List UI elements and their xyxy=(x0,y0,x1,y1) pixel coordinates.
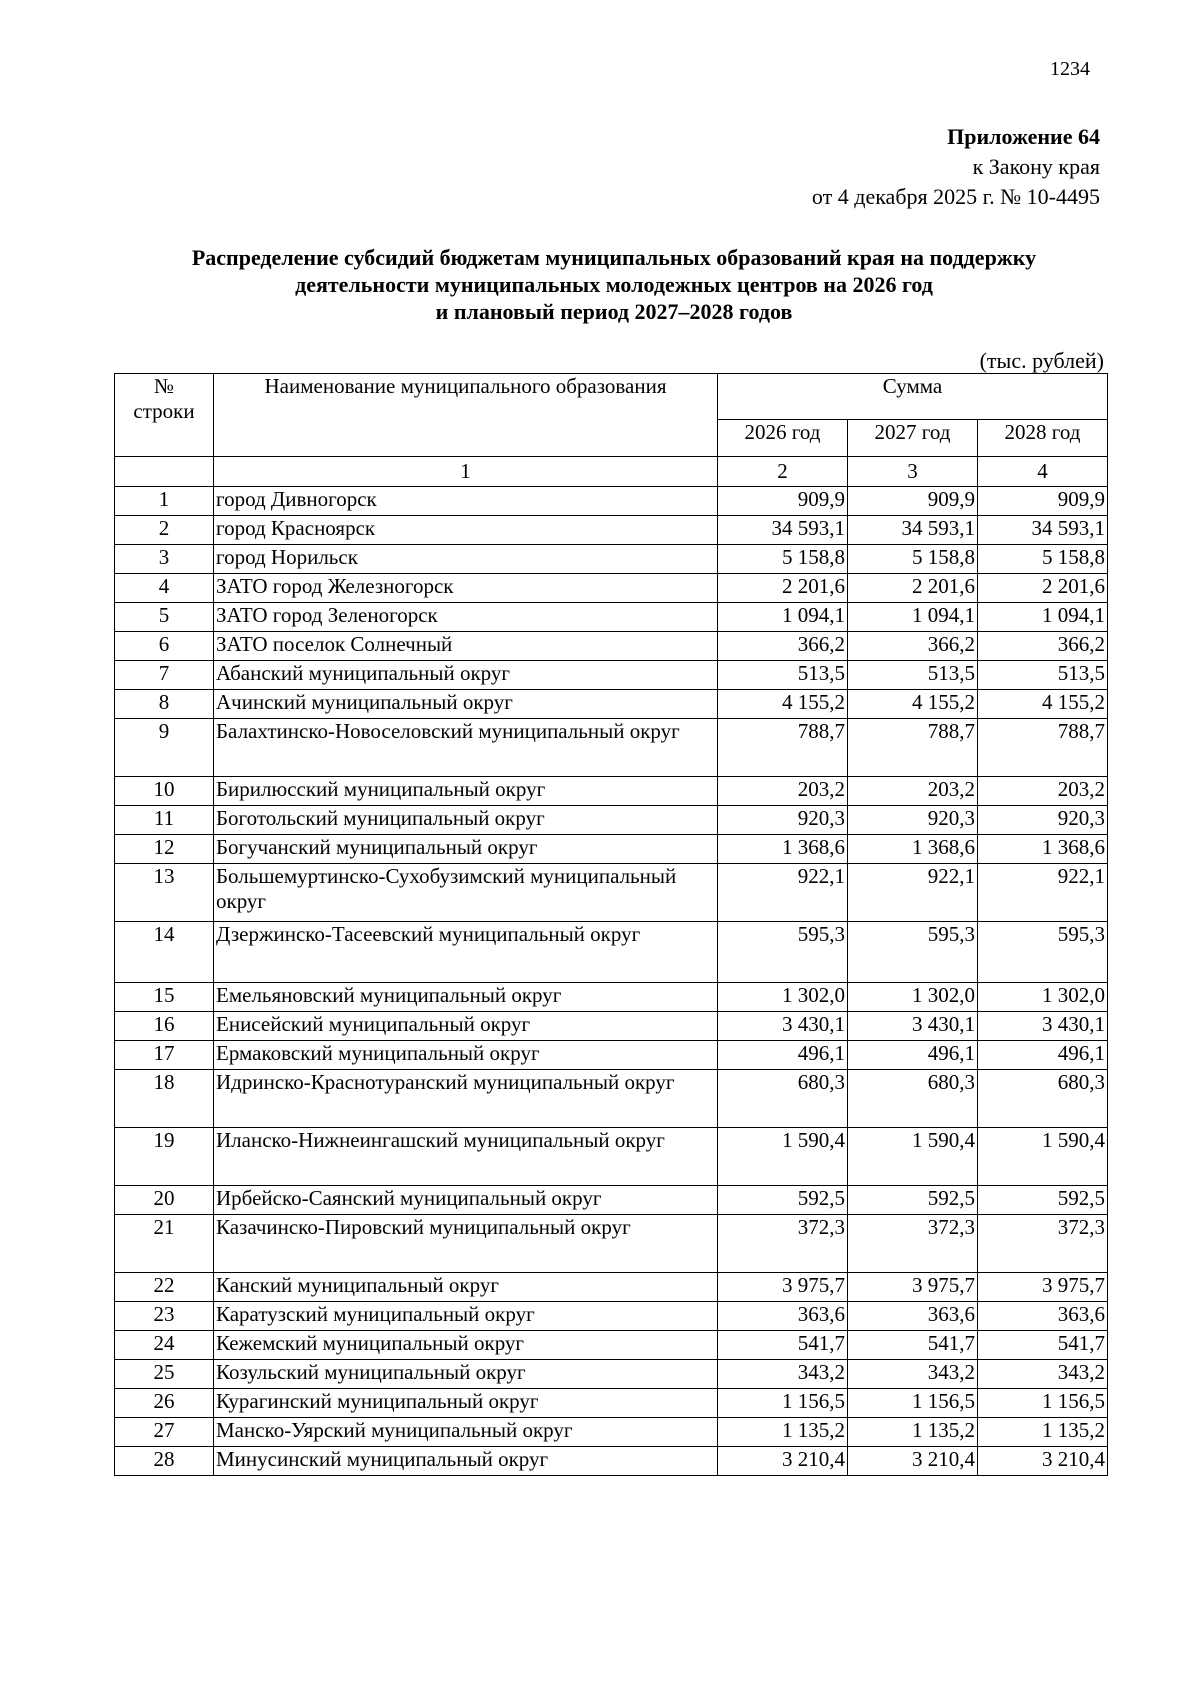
amount-2028: 1 156,5 xyxy=(978,1389,1108,1418)
amount-2028: 922,1 xyxy=(978,864,1108,922)
appendix-date-line: от 4 декабря 2025 г. № 10-4495 xyxy=(811,184,1100,209)
header-number-sign: № xyxy=(153,374,175,398)
amount-2026: 513,5 xyxy=(718,661,848,690)
amount-2028: 372,3 xyxy=(978,1215,1108,1273)
amount-2026: 366,2 xyxy=(718,632,848,661)
row-number: 17 xyxy=(115,1041,214,1070)
amount-2027: 541,7 xyxy=(848,1331,978,1360)
table-row xyxy=(115,1389,1108,1418)
amount-2027: 909,9 xyxy=(848,487,978,516)
table-row xyxy=(115,777,1108,806)
table-row xyxy=(115,603,1108,632)
amount-2028: 363,6 xyxy=(978,1302,1108,1331)
amount-2026: 3 975,7 xyxy=(718,1273,848,1302)
amount-2028: 1 094,1 xyxy=(978,603,1108,632)
amount-2028: 513,5 xyxy=(978,661,1108,690)
amount-2026: 496,1 xyxy=(718,1041,848,1070)
amount-2026: 203,2 xyxy=(718,777,848,806)
row-number: 1 xyxy=(115,487,214,516)
row-number: 10 xyxy=(115,777,214,806)
amount-2028: 1 590,4 xyxy=(978,1128,1108,1186)
municipality-name: Балахтинско-Новоселовский муниципальный округ xyxy=(214,719,718,777)
municipality-name: Емельяновский муниципальный округ xyxy=(214,983,718,1012)
column-index: 2 xyxy=(718,457,848,487)
amount-2027: 3 975,7 xyxy=(848,1273,978,1302)
header-year-2027: 2027 год xyxy=(848,420,978,457)
table-row xyxy=(115,1302,1108,1331)
row-number: 25 xyxy=(115,1360,214,1389)
column-index xyxy=(115,457,214,487)
amount-2026: 3 210,4 xyxy=(718,1447,848,1476)
amount-2027: 788,7 xyxy=(848,719,978,777)
amount-2028: 3 975,7 xyxy=(978,1273,1108,1302)
row-number: 19 xyxy=(115,1128,214,1186)
column-index-row xyxy=(115,457,1108,487)
table-row xyxy=(115,632,1108,661)
row-number: 9 xyxy=(115,719,214,777)
municipality-name: Казачинско-Пировский муниципальный округ xyxy=(214,1215,718,1273)
amount-2028: 788,7 xyxy=(978,719,1108,777)
row-number: 6 xyxy=(115,632,214,661)
table-row xyxy=(115,719,1108,777)
amount-2026: 2 201,6 xyxy=(718,574,848,603)
amount-2026: 3 430,1 xyxy=(718,1012,848,1041)
row-number: 4 xyxy=(115,574,214,603)
table-row xyxy=(115,1128,1108,1186)
amount-2027: 513,5 xyxy=(848,661,978,690)
amount-2028: 1 302,0 xyxy=(978,983,1108,1012)
amount-2026: 680,3 xyxy=(718,1070,848,1128)
table-row xyxy=(115,487,1108,516)
table-row xyxy=(115,1215,1108,1273)
amount-2028: 34 593,1 xyxy=(978,516,1108,545)
row-number: 13 xyxy=(115,864,214,922)
amount-2026: 372,3 xyxy=(718,1215,848,1273)
header-row-number xyxy=(115,374,214,457)
row-number: 22 xyxy=(115,1273,214,1302)
row-number: 23 xyxy=(115,1302,214,1331)
amount-2027: 372,3 xyxy=(848,1215,978,1273)
document-title-line: Распределение субсидий бюджетам муниципальных образований края на поддержку xyxy=(191,245,1037,270)
table-row xyxy=(115,1273,1108,1302)
column-index: 3 xyxy=(848,457,978,487)
municipality-name: Ачинский муниципальный округ xyxy=(214,690,718,719)
amount-2026: 1 302,0 xyxy=(718,983,848,1012)
amount-2027: 922,1 xyxy=(848,864,978,922)
municipality-name: Курагинский муниципальный округ xyxy=(214,1389,718,1418)
amount-2027: 1 156,5 xyxy=(848,1389,978,1418)
header-year-2028: 2028 год xyxy=(978,420,1108,457)
amount-2027: 592,5 xyxy=(848,1186,978,1215)
amount-2026: 5 158,8 xyxy=(718,545,848,574)
table-row xyxy=(115,806,1108,835)
row-number: 24 xyxy=(115,1331,214,1360)
amount-2027: 920,3 xyxy=(848,806,978,835)
subsidy-table xyxy=(114,373,1108,1476)
appendix-title: Приложение 64 xyxy=(947,124,1100,149)
row-number: 15 xyxy=(115,983,214,1012)
table-row xyxy=(115,864,1108,922)
municipality-name: Манско-Уярский муниципальный округ xyxy=(214,1418,718,1447)
amount-2026: 1 590,4 xyxy=(718,1128,848,1186)
row-number: 5 xyxy=(115,603,214,632)
municipality-name: Идринско-Краснотуранский муниципальный округ xyxy=(214,1070,718,1128)
table-row xyxy=(115,1360,1108,1389)
municipality-name: Дзержинско-Тасеевский муниципальный округ xyxy=(214,922,718,983)
amount-2027: 3 430,1 xyxy=(848,1012,978,1041)
municipality-name: Богучанский муниципальный округ xyxy=(214,835,718,864)
municipality-name: Боготольский муниципальный округ xyxy=(214,806,718,835)
row-number: 18 xyxy=(115,1070,214,1128)
municipality-name: город Дивногорск xyxy=(214,487,718,516)
municipality-name: Ирбейско-Саянский муниципальный округ xyxy=(214,1186,718,1215)
document-title-line: деятельности муниципальных молодежных центров на 2026 год xyxy=(295,272,933,297)
municipality-name: ЗАТО город Зеленогорск xyxy=(214,603,718,632)
amount-2028: 541,7 xyxy=(978,1331,1108,1360)
table-row xyxy=(115,690,1108,719)
row-number: 21 xyxy=(115,1215,214,1273)
amount-2027: 680,3 xyxy=(848,1070,978,1128)
municipality-name: Иланско-Нижнеингашский муниципальный округ xyxy=(214,1128,718,1186)
amount-2026: 34 593,1 xyxy=(718,516,848,545)
amount-2027: 3 210,4 xyxy=(848,1447,978,1476)
table-row xyxy=(115,1186,1108,1215)
row-number: 26 xyxy=(115,1389,214,1418)
amount-2027: 363,6 xyxy=(848,1302,978,1331)
amount-2028: 680,3 xyxy=(978,1070,1108,1128)
amount-2026: 343,2 xyxy=(718,1360,848,1389)
municipality-name: Ермаковский муниципальный округ xyxy=(214,1041,718,1070)
amount-2028: 343,2 xyxy=(978,1360,1108,1389)
appendix-law-line: к Закону края xyxy=(972,154,1100,179)
amount-2026: 920,3 xyxy=(718,806,848,835)
row-number: 2 xyxy=(115,516,214,545)
municipality-name: Абанский муниципальный округ xyxy=(214,661,718,690)
amount-2028: 592,5 xyxy=(978,1186,1108,1215)
amount-2028: 920,3 xyxy=(978,806,1108,835)
row-number: 28 xyxy=(115,1447,214,1476)
amount-2026: 1 368,6 xyxy=(718,835,848,864)
header-municipality-name: Наименование муниципального образования xyxy=(214,374,718,457)
amount-2026: 363,6 xyxy=(718,1302,848,1331)
table-row xyxy=(115,574,1108,603)
amount-2027: 1 135,2 xyxy=(848,1418,978,1447)
amount-2026: 788,7 xyxy=(718,719,848,777)
amount-2027: 1 094,1 xyxy=(848,603,978,632)
header-sum: Сумма xyxy=(718,374,1108,420)
amount-2028: 3 210,4 xyxy=(978,1447,1108,1476)
table-row xyxy=(115,1041,1108,1070)
header-row-label: строки xyxy=(133,399,195,423)
document-title xyxy=(114,244,1114,325)
municipality-name: ЗАТО город Железногорск xyxy=(214,574,718,603)
row-number: 27 xyxy=(115,1418,214,1447)
table-row xyxy=(115,922,1108,983)
amount-2026: 592,5 xyxy=(718,1186,848,1215)
amount-2027: 5 158,8 xyxy=(848,545,978,574)
row-number: 16 xyxy=(115,1012,214,1041)
column-index: 1 xyxy=(214,457,718,487)
amount-2028: 2 201,6 xyxy=(978,574,1108,603)
table-row xyxy=(115,1418,1108,1447)
amount-2028: 496,1 xyxy=(978,1041,1108,1070)
amount-2028: 1 135,2 xyxy=(978,1418,1108,1447)
municipality-name: Бирилюсский муниципальный округ xyxy=(214,777,718,806)
municipality-name: город Норильск xyxy=(214,545,718,574)
page-number: 1234 xyxy=(1050,58,1090,80)
municipality-name: ЗАТО поселок Солнечный xyxy=(214,632,718,661)
amount-2028: 1 368,6 xyxy=(978,835,1108,864)
amount-2028: 4 155,2 xyxy=(978,690,1108,719)
municipality-name: Минусинский муниципальный округ xyxy=(214,1447,718,1476)
row-number: 20 xyxy=(115,1186,214,1215)
table-row xyxy=(115,516,1108,545)
amount-2028: 595,3 xyxy=(978,922,1108,983)
amount-2026: 595,3 xyxy=(718,922,848,983)
document-title-line: и плановый период 2027–2028 годов xyxy=(435,299,793,324)
amount-2027: 366,2 xyxy=(848,632,978,661)
table-body xyxy=(115,487,1108,1476)
amount-2027: 34 593,1 xyxy=(848,516,978,545)
municipality-name: Каратузский муниципальный округ xyxy=(214,1302,718,1331)
amount-2027: 1 302,0 xyxy=(848,983,978,1012)
amount-2027: 2 201,6 xyxy=(848,574,978,603)
units-note: (тыс. рублей) xyxy=(979,348,1104,373)
amount-2027: 1 590,4 xyxy=(848,1128,978,1186)
municipality-name: Большемуртинско-Сухобузимский муниципальный округ xyxy=(214,864,718,922)
amount-2027: 1 368,6 xyxy=(848,835,978,864)
row-number: 3 xyxy=(115,545,214,574)
row-number: 14 xyxy=(115,922,214,983)
header-year-2026: 2026 год xyxy=(718,420,848,457)
amount-2028: 909,9 xyxy=(978,487,1108,516)
amount-2028: 366,2 xyxy=(978,632,1108,661)
amount-2026: 4 155,2 xyxy=(718,690,848,719)
amount-2028: 203,2 xyxy=(978,777,1108,806)
municipality-name: Канский муниципальный округ xyxy=(214,1273,718,1302)
column-index: 4 xyxy=(978,457,1108,487)
table-row xyxy=(115,545,1108,574)
amount-2026: 541,7 xyxy=(718,1331,848,1360)
row-number: 12 xyxy=(115,835,214,864)
table-row xyxy=(115,661,1108,690)
row-number: 7 xyxy=(115,661,214,690)
amount-2028: 5 158,8 xyxy=(978,545,1108,574)
amount-2026: 1 135,2 xyxy=(718,1418,848,1447)
amount-2026: 909,9 xyxy=(718,487,848,516)
municipality-name: город Красноярск xyxy=(214,516,718,545)
row-number: 8 xyxy=(115,690,214,719)
municipality-name: Енисейский муниципальный округ xyxy=(214,1012,718,1041)
table-row xyxy=(115,835,1108,864)
amount-2027: 203,2 xyxy=(848,777,978,806)
table-row xyxy=(115,1070,1108,1128)
amount-2027: 343,2 xyxy=(848,1360,978,1389)
amount-2026: 922,1 xyxy=(718,864,848,922)
amount-2027: 4 155,2 xyxy=(848,690,978,719)
amount-2027: 595,3 xyxy=(848,922,978,983)
table-row xyxy=(115,983,1108,1012)
amount-2028: 3 430,1 xyxy=(978,1012,1108,1041)
municipality-name: Козульский муниципальный округ xyxy=(214,1360,718,1389)
municipality-name: Кежемский муниципальный округ xyxy=(214,1331,718,1360)
row-number: 11 xyxy=(115,806,214,835)
appendix-block xyxy=(812,122,1100,212)
amount-2026: 1 156,5 xyxy=(718,1389,848,1418)
amount-2027: 496,1 xyxy=(848,1041,978,1070)
table-row xyxy=(115,1012,1108,1041)
amount-2026: 1 094,1 xyxy=(718,603,848,632)
table-row xyxy=(115,1447,1108,1476)
table-row xyxy=(115,1331,1108,1360)
